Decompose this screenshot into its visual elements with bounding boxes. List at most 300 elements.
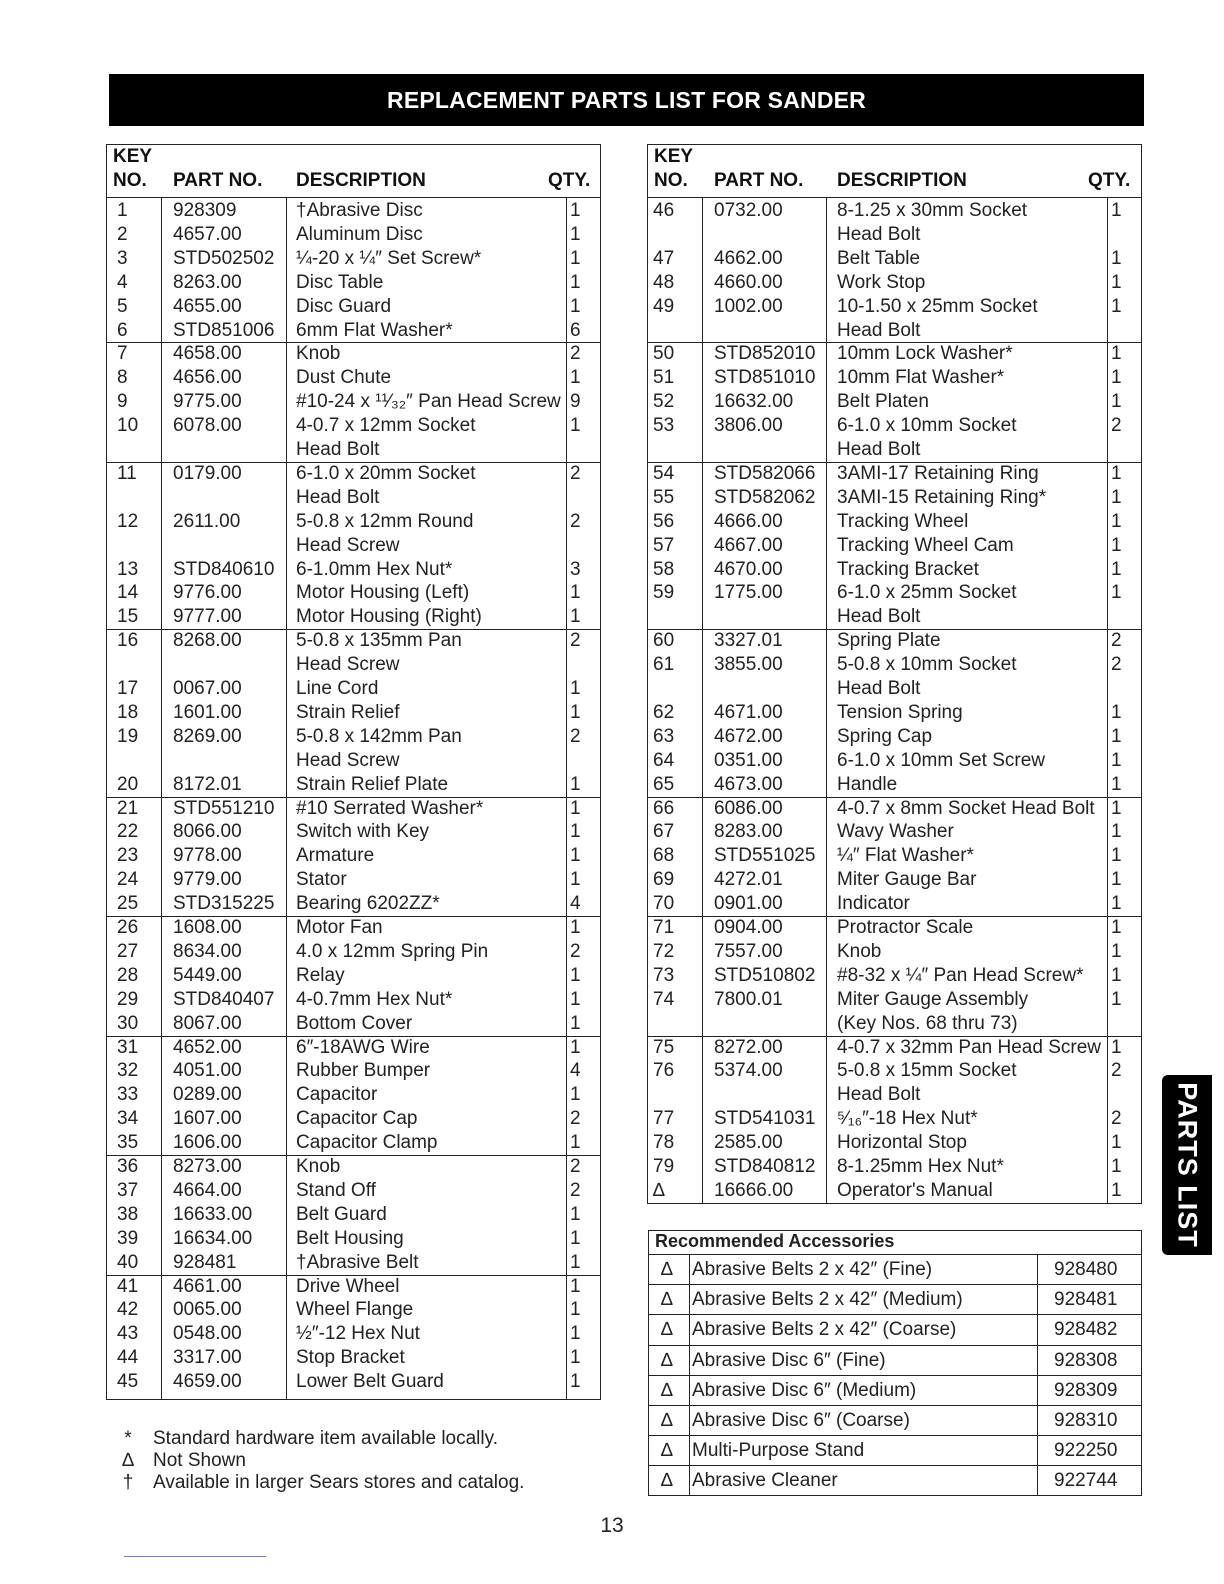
description: Head Screw <box>296 534 400 556</box>
header-qty: QTY. <box>1088 170 1131 191</box>
part-no: 4666.00 <box>714 510 783 532</box>
not-shown-mark: ∆ <box>661 1289 673 1311</box>
header-key1: KEY <box>654 146 694 167</box>
description: †Abrasive Disc <box>296 200 423 221</box>
accessory-row <box>649 1435 1141 1466</box>
key-no: 10 <box>117 415 139 437</box>
key-no: 19 <box>117 725 139 747</box>
accessory-row <box>649 1284 1141 1315</box>
key-no: 11 <box>117 462 137 484</box>
header-key1: KEY <box>113 146 153 167</box>
key-no: 34 <box>117 1108 139 1130</box>
description: Disc Guard <box>296 295 392 317</box>
part-no: 4667.00 <box>714 534 783 556</box>
description: Horizontal Stop <box>837 1132 967 1154</box>
qty: 1 <box>1111 247 1122 269</box>
page-title-banner <box>109 74 1144 126</box>
table-row <box>107 820 600 844</box>
description: Spring Cap <box>837 725 933 747</box>
description: Belt Platen <box>837 391 929 413</box>
description: Armature <box>296 845 375 867</box>
table-row <box>107 988 600 1012</box>
accessory-part-no: 928309 <box>1054 1379 1118 1401</box>
table-row <box>648 271 1141 295</box>
qty: 1 <box>1111 486 1122 508</box>
table-row <box>107 892 600 916</box>
key-no: 45 <box>117 1371 139 1393</box>
table-row <box>107 414 600 438</box>
qty: 1 <box>570 845 581 867</box>
table-row <box>648 964 1141 988</box>
description: Head Bolt <box>296 439 380 460</box>
not-shown-mark: ∆ <box>661 1470 673 1492</box>
qty: 1 <box>1111 749 1122 771</box>
part-no: 4670.00 <box>714 558 783 580</box>
not-shown-mark: ∆ <box>661 1349 673 1371</box>
table-row <box>107 1227 600 1251</box>
table-row <box>648 1083 1141 1107</box>
header-desc: DESCRIPTION <box>296 170 426 191</box>
parts-list-side-tab <box>1162 1075 1212 1255</box>
part-no: STD510802 <box>714 964 816 986</box>
qty: 1 <box>1111 343 1122 365</box>
description: Knob <box>296 343 341 365</box>
part-no: 2585.00 <box>714 1132 783 1154</box>
key-no: 4 <box>117 271 128 293</box>
qty: 2 <box>1111 654 1122 676</box>
table-row <box>107 725 600 749</box>
key-no: ∆ <box>653 1179 665 1201</box>
key-no: 8 <box>117 367 128 389</box>
description: Strain Relief <box>296 701 400 723</box>
qty: 1 <box>570 917 581 938</box>
qty: 1 <box>1111 510 1122 532</box>
qty: 3 <box>570 558 581 580</box>
key-no: 47 <box>653 247 675 269</box>
qty: 1 <box>1111 701 1122 723</box>
table-row <box>648 1012 1141 1036</box>
table-row <box>107 916 600 940</box>
description: Rubber Bumper <box>296 1060 431 1082</box>
part-no: 1606.00 <box>173 1132 242 1154</box>
table-row <box>648 1036 1141 1060</box>
table-row <box>107 1179 600 1203</box>
accessory-name: Abrasive Disc 6″ (Medium) <box>692 1379 917 1401</box>
part-no: 1002.00 <box>714 295 783 317</box>
key-no: 30 <box>117 1012 139 1034</box>
part-no: 9779.00 <box>173 869 242 891</box>
description: Tension Spring <box>837 701 963 723</box>
part-no: 5374.00 <box>714 1060 783 1082</box>
part-no: 8634.00 <box>173 940 242 962</box>
table-row <box>107 1059 600 1083</box>
table-row <box>648 486 1141 510</box>
header-key2: NO. <box>654 170 688 191</box>
description: 3AMI-17 Retaining Ring <box>837 462 1039 484</box>
qty: 2 <box>1111 1108 1122 1130</box>
accessory-row <box>649 1254 1141 1285</box>
part-no: 4272.01 <box>714 869 783 891</box>
not-shown-mark: ∆ <box>661 1410 673 1431</box>
table-row <box>107 653 600 677</box>
qty: 1 <box>1111 940 1122 962</box>
table-row <box>648 247 1141 271</box>
recommended-accessories-table <box>648 1230 1142 1496</box>
part-no: 928481 <box>173 1251 237 1273</box>
table-row <box>107 1155 600 1179</box>
description: Bottom Cover <box>296 1012 413 1034</box>
part-no: 5449.00 <box>173 964 242 986</box>
key-no: 51 <box>653 367 675 389</box>
description: Disc Table <box>296 271 384 293</box>
qty: 1 <box>1111 917 1122 938</box>
key-no: 23 <box>117 845 139 867</box>
description: Head Bolt <box>837 223 921 245</box>
accessory-part-no: 928308 <box>1054 1349 1118 1371</box>
table-row <box>107 223 600 247</box>
part-no: 0179.00 <box>173 462 242 484</box>
key-no: 40 <box>117 1251 139 1273</box>
table-row <box>107 797 600 821</box>
key-no: 77 <box>653 1108 675 1130</box>
part-no: 1601.00 <box>173 701 242 723</box>
key-no: 72 <box>653 940 675 962</box>
part-no: STD315225 <box>173 893 275 915</box>
key-no: 21 <box>117 797 139 819</box>
table-row <box>648 797 1141 821</box>
qty: 1 <box>1111 869 1122 891</box>
description: Motor Fan <box>296 917 383 938</box>
part-no: STD502502 <box>173 247 275 269</box>
part-no: 3855.00 <box>714 654 783 676</box>
table-row <box>648 414 1141 438</box>
part-no: STD582062 <box>714 486 816 508</box>
key-no: 38 <box>117 1203 139 1225</box>
key-no: 43 <box>117 1323 139 1345</box>
description: Knob <box>296 1156 341 1177</box>
part-no: 4671.00 <box>714 701 783 723</box>
footnote-symbol: * <box>124 1428 132 1449</box>
table-row <box>648 438 1141 462</box>
table-row <box>648 1107 1141 1131</box>
qty: 1 <box>570 869 581 891</box>
not-shown-mark: ∆ <box>661 1440 673 1462</box>
accessory-part-no: 922250 <box>1054 1440 1118 1462</box>
accessory-row <box>649 1345 1141 1376</box>
key-no: 35 <box>117 1132 139 1154</box>
footnote-text: Not Shown <box>153 1450 246 1471</box>
key-no: 54 <box>653 462 675 484</box>
table-row <box>648 390 1141 414</box>
key-no: 15 <box>117 606 139 628</box>
key-no: 2 <box>117 223 128 245</box>
accessory-row <box>649 1375 1141 1406</box>
accessory-name: Multi-Purpose Stand <box>692 1440 865 1462</box>
not-shown-mark: ∆ <box>661 1259 673 1280</box>
qty: 1 <box>1111 773 1122 795</box>
description: Tracking Bracket <box>837 558 979 580</box>
description: (Key Nos. 68 thru 73) <box>837 1012 1018 1034</box>
qty: 1 <box>1111 845 1122 867</box>
description: Tracking Wheel Cam <box>837 534 1014 556</box>
qty: 1 <box>570 1227 581 1249</box>
qty: 1 <box>1111 462 1122 484</box>
key-no: 27 <box>117 940 139 962</box>
description: Stator <box>296 869 347 891</box>
part-no: 4661.00 <box>173 1275 242 1297</box>
accessory-row <box>649 1465 1141 1496</box>
key-no: 61 <box>653 654 675 676</box>
description: ⁵⁄₁₆″-18 Hex Nut* <box>837 1108 978 1130</box>
table-row <box>107 581 600 605</box>
key-no: 53 <box>653 415 675 437</box>
part-no: 9776.00 <box>173 582 242 604</box>
qty: 2 <box>570 343 581 365</box>
description: 6-1.0 x 10mm Set Screw <box>837 749 1046 771</box>
key-no: 28 <box>117 964 139 986</box>
description: Relay <box>296 964 345 986</box>
key-no: 1 <box>117 200 128 221</box>
part-no: 8268.00 <box>173 630 242 652</box>
part-no: 16634.00 <box>173 1227 253 1249</box>
key-no: 44 <box>117 1347 139 1369</box>
table-row <box>107 1275 600 1299</box>
description: Bearing 6202ZZ* <box>296 893 440 915</box>
qty: 1 <box>570 1251 581 1273</box>
qty: 1 <box>1111 797 1122 819</box>
key-no: 29 <box>117 988 139 1010</box>
description: 4-0.7 x 12mm Socket <box>296 415 476 437</box>
table-row <box>648 1155 1141 1179</box>
description: Work Stop <box>837 271 926 293</box>
qty: 1 <box>1111 391 1122 413</box>
qty: 1 <box>570 367 581 389</box>
accessory-name: Abrasive Disc 6″ (Coarse) <box>692 1410 910 1431</box>
part-no: STD582066 <box>714 462 816 484</box>
description: 3AMI-15 Retaining Ring* <box>837 486 1047 508</box>
qty: 1 <box>570 1347 581 1369</box>
table-row <box>107 605 600 629</box>
header-part: PART NO. <box>173 170 263 191</box>
qty: 1 <box>1111 1179 1122 1201</box>
part-no: STD541031 <box>714 1108 816 1130</box>
table-row <box>107 1346 600 1370</box>
key-no: 14 <box>117 582 139 604</box>
part-no: 4664.00 <box>173 1179 242 1201</box>
parts-table-right <box>647 144 1142 1204</box>
description: 10mm Flat Washer* <box>837 367 1005 389</box>
key-no: 7 <box>117 343 128 365</box>
table-row <box>648 653 1141 677</box>
key-no: 25 <box>117 893 139 915</box>
description: #10-24 x ¹¹⁄₃₂″ Pan Head Screw <box>296 391 561 413</box>
table-row <box>107 534 600 558</box>
qty: 1 <box>570 678 581 699</box>
part-no: 4051.00 <box>173 1060 242 1082</box>
table-row <box>648 749 1141 773</box>
key-no: 60 <box>653 630 675 652</box>
parts-table-left <box>106 144 601 1400</box>
description: Head Bolt <box>837 1084 921 1106</box>
qty: 1 <box>570 223 581 245</box>
qty: 1 <box>570 247 581 269</box>
description: Motor Housing (Right) <box>296 606 482 628</box>
part-no: 9775.00 <box>173 391 242 413</box>
table-row <box>107 1083 600 1107</box>
key-no: 20 <box>117 773 139 795</box>
description: Belt Guard <box>296 1203 387 1225</box>
qty: 1 <box>1111 988 1122 1010</box>
page-number: 13 <box>600 1514 624 1537</box>
header-qty: QTY. <box>548 170 591 191</box>
description: Knob <box>837 940 882 962</box>
part-no: 0067.00 <box>173 678 242 699</box>
qty: 1 <box>570 821 581 843</box>
part-no: STD551025 <box>714 845 816 867</box>
part-no: 0904.00 <box>714 917 783 938</box>
description: ½″-12 Hex Nut <box>296 1323 420 1345</box>
part-no: 16632.00 <box>714 391 794 413</box>
description: Belt Table <box>837 247 921 269</box>
part-no: 8066.00 <box>173 821 242 843</box>
description: Head Screw <box>296 749 400 771</box>
part-no: 0351.00 <box>714 749 783 771</box>
description: Stop Bracket <box>296 1347 405 1369</box>
qty: 1 <box>570 200 581 221</box>
qty: 1 <box>570 701 581 723</box>
part-no: 0548.00 <box>173 1323 242 1345</box>
key-no: 70 <box>653 893 675 915</box>
description: 6″-18AWG Wire <box>296 1036 430 1058</box>
key-no: 5 <box>117 295 128 317</box>
description: Lower Belt Guard <box>296 1371 444 1393</box>
table-row <box>648 223 1141 247</box>
key-no: 42 <box>117 1299 139 1321</box>
table-row <box>648 868 1141 892</box>
description: Motor Housing (Left) <box>296 582 470 604</box>
key-no: 64 <box>653 749 675 771</box>
description: 10mm Lock Washer* <box>837 343 1013 365</box>
qty: 1 <box>570 1036 581 1058</box>
description: Belt Housing <box>296 1227 404 1249</box>
table-row <box>648 342 1141 366</box>
description: 6mm Flat Washer* <box>296 319 453 341</box>
description: Miter Gauge Bar <box>837 869 977 891</box>
description: 4-0.7 x 32mm Pan Head Screw <box>837 1036 1102 1058</box>
key-no: 66 <box>653 797 675 819</box>
table-row <box>107 749 600 773</box>
part-no: 8263.00 <box>173 271 242 293</box>
table-row <box>648 725 1141 749</box>
part-no: STD852010 <box>714 343 816 365</box>
table-row <box>107 390 600 414</box>
qty: 2 <box>570 940 581 962</box>
key-no: 73 <box>653 964 675 986</box>
qty: 1 <box>570 606 581 628</box>
key-no: 37 <box>117 1179 139 1201</box>
description: 5-0.8 x 15mm Socket <box>837 1060 1017 1082</box>
qty: 2 <box>570 630 581 652</box>
table-row <box>648 940 1141 964</box>
qty: 1 <box>570 1299 581 1321</box>
table-row <box>648 295 1141 319</box>
key-no: 9 <box>117 391 128 413</box>
description: Miter Gauge Assembly <box>837 988 1029 1010</box>
key-no: 26 <box>117 917 139 938</box>
qty: 1 <box>1111 271 1122 293</box>
qty: 1 <box>1111 893 1122 915</box>
accessory-name: Abrasive Belts 2 x 42″ (Fine) <box>692 1259 933 1280</box>
part-no: 8067.00 <box>173 1012 242 1034</box>
table-row <box>107 773 600 797</box>
part-no: STD840610 <box>173 558 275 580</box>
footnote-text: Available in larger Sears stores and catalog. <box>153 1472 525 1493</box>
description: 6-1.0mm Hex Nut* <box>296 558 453 580</box>
key-no: 3 <box>117 247 128 269</box>
description: 4-0.7mm Hex Nut* <box>296 988 453 1010</box>
key-no: 41 <box>117 1275 139 1297</box>
key-no: 79 <box>653 1156 675 1177</box>
qty: 2 <box>1111 630 1122 652</box>
qty: 9 <box>570 391 581 413</box>
description: Protractor Scale <box>837 917 974 938</box>
accessory-row <box>649 1314 1141 1345</box>
table-row <box>107 295 600 319</box>
table-row <box>107 701 600 725</box>
part-no: 8272.00 <box>714 1036 783 1058</box>
key-no: 12 <box>117 510 139 532</box>
key-no: 16 <box>117 630 139 652</box>
key-no: 78 <box>653 1132 675 1154</box>
description: Stand Off <box>296 1179 376 1201</box>
table-row <box>107 1322 600 1346</box>
part-no: 2611.00 <box>173 510 241 532</box>
table-row <box>107 558 600 582</box>
qty: 1 <box>1111 295 1122 317</box>
part-no: 0732.00 <box>714 200 783 221</box>
part-no: 4658.00 <box>173 343 242 365</box>
key-no: 65 <box>653 773 675 795</box>
part-no: 7800.01 <box>714 988 783 1010</box>
part-no: STD851010 <box>714 367 816 389</box>
part-no: 3806.00 <box>714 415 783 437</box>
key-no: 59 <box>653 582 675 604</box>
part-no: STD851006 <box>173 319 275 341</box>
part-no: 16633.00 <box>173 1203 253 1225</box>
description: 5-0.8 x 135mm Pan <box>296 630 462 652</box>
description: Tracking Wheel <box>837 510 969 532</box>
part-no: 8172.01 <box>173 773 242 795</box>
part-no: 0065.00 <box>173 1299 242 1321</box>
description: Head Bolt <box>837 439 921 460</box>
key-no: 22 <box>117 821 139 843</box>
qty: 1 <box>570 415 581 437</box>
qty: 2 <box>570 510 581 532</box>
table-row <box>107 199 600 223</box>
part-no: 6078.00 <box>173 415 242 437</box>
accessory-name: Abrasive Cleaner <box>692 1470 838 1492</box>
qty: 1 <box>570 988 581 1010</box>
qty: 1 <box>1111 1132 1122 1154</box>
key-no: 31 <box>117 1036 139 1058</box>
key-no: 24 <box>117 869 139 891</box>
table-row <box>648 1059 1141 1083</box>
description: 4.0 x 12mm Spring Pin <box>296 940 489 962</box>
qty: 1 <box>570 1084 581 1106</box>
accessory-part-no: 928481 <box>1054 1289 1118 1311</box>
table-row <box>107 438 600 462</box>
not-shown-mark: ∆ <box>661 1379 673 1401</box>
